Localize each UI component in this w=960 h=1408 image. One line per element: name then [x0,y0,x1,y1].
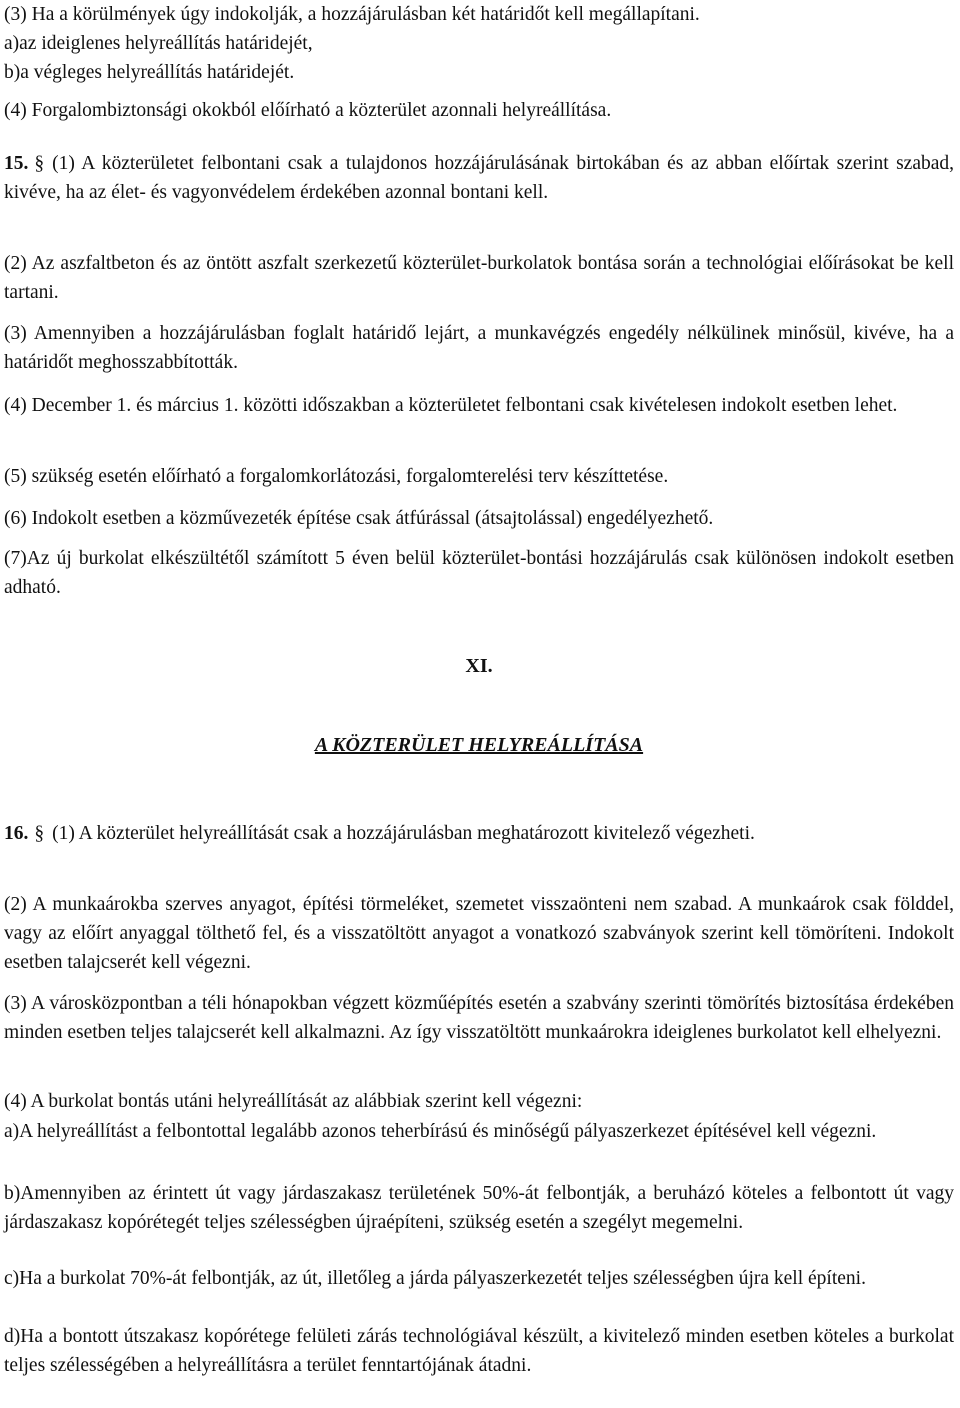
list-item-a: a)A helyreállítást a felbontottal legalább azonos teherbírású és minőségű pályaszerkezet építésével kell végezni. [4,1121,877,1142]
paragraph-15-7: (7)Az új burkolat elkészültétől számított 5 éven belül közterület-bontási hozzájárulás csak különösen indokolt esetben adható. [4,548,954,598]
list-item-a: a)az ideiglenes helyreállítás határidejét, [4,33,313,54]
paragraph-15-6: (6) Indokolt esetben a közművezeték építése csak átfúrással (átsajtolással) engedélyezhető. [4,508,714,529]
list-item-d: d)Ha a bontott útszakasz kopórétege felületi zárás technológiával készült, a kivitelező minden esetben köteles a burkolat teljes szélességében a helyreállításra a terület fenntartójának átadni. [4,1326,954,1376]
paragraph-text: (3) Ha a körülmények úgy indokolják, a hozzájárulásban két határidőt kell megállapítani. [4,4,700,25]
paragraph-16-3: (3) A városközpontban a téli hónapokban végzett közműépítés esetén a szabvány szerinti tömörítés biztosítása érdekében minden esetben teljes talajcserét kell alkalmazni. Az így visszatöltött munkaárokra ideiglenes burkolatot kell elhelyezni. [4,993,954,1043]
paragraph-14-3 [4,0,954,87]
chapter-number: XI. [465,655,493,677]
chapter-title: A KÖZTERÜLET HELYREÁLLÍTÁSA [314,734,644,756]
paragraph-15-3: (3) Amennyiben a hozzájárulásban foglalt határidő lejárt, a munkavégzés engedély nélkülinek minősül, kivéve, ha a határidőt meghosszabbították. [4,323,954,373]
paragraph-15-1 [4,149,954,207]
list-item-b: b)a végleges helyreállítás határidejét. [4,62,295,83]
list-item-c: c)Ha a burkolat 70%-át felbontják, az út, illetőleg a járda pályaszerkezetét teljes szélességben újra kell építeni. [4,1268,866,1289]
paragraph-text: (1) A közterületet felbontani csak a tulajdonos hozzájárulásának birtokában és az abban előírtak szerint szabad, kivéve, ha az élet- és vagyonvédelem érdekében azonnal bontani kell. [4,153,954,203]
paragraph-16-2: (2) A munkaárokba szerves anyagot, építési törmeléket, szemetet visszaönteni nem szabad. A munkaárok csak földdel, vagy az előírt anyaggal tölthető fel, és a visszatöltött anyagot a vonatkozó szabványok szerint kell tömöríteni. Indokolt esetben talajcserét kell végezni. [4,894,954,973]
section-number: 15. [4,153,29,174]
paragraph-15-5: (5) szükség esetén előírható a forgalomkorlátozási, forgalomterelési terv készíttetése. [4,466,669,487]
paragraph-15-2: (2) Az aszfaltbeton és az öntött aszfalt szerkezetű közterület-burkolatok bontása során a technológiai előírásokat be kell tartani. [4,253,954,303]
section-number: 16. [4,823,29,844]
paragraph-15-4: (4) December 1. és március 1. közötti időszakban a közterületet felbontani csak kivételesen indokolt esetben lehet. [4,395,898,416]
list-item-b: b)Amennyiben az érintett út vagy járdaszakasz területének 50%-át felbontják, a beruházó köteles a felbontott út vagy járdaszakasz kopórétegét teljes szélességben újraépíteni, szükség esetén a szegélyt megemelni. [4,1183,954,1233]
paragraph-16-1 [4,819,954,848]
paragraph-16-4-intro: (4) A burkolat bontás utáni helyreállítását az alábbiak szerint kell végezni: [4,1091,583,1112]
paragraph-14-4: (4) Forgalombiztonsági okokból előírható a közterület azonnali helyreállítása. [4,100,612,121]
paragraph-text: (1) A közterület helyreállítását csak a hozzájárulásban meghatározott kivitelező végezheti. [52,823,755,844]
section-sign: § [34,153,45,174]
section-sign: § [34,823,45,844]
